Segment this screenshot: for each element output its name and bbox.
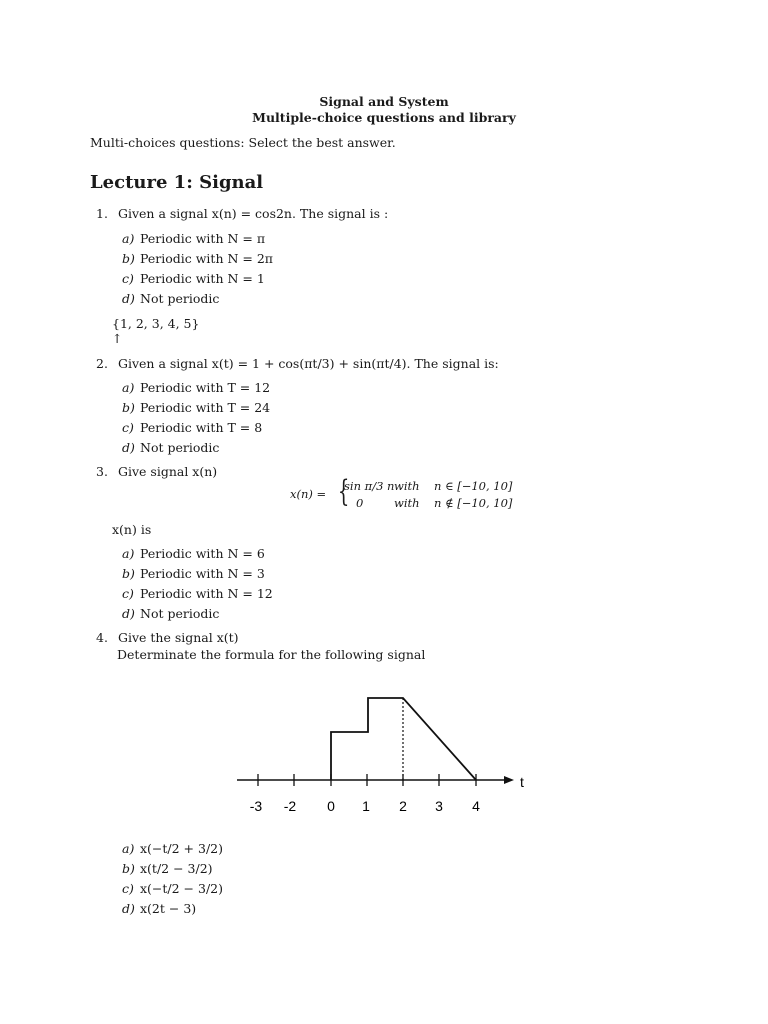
question-text: Given a signal x(t) = 1 + cos(πt/3) + sin(πt/4). The signal is: <box>117 356 499 371</box>
option-text: Periodic with N = 1 <box>140 271 265 286</box>
tick-label: -3 <box>249 798 263 814</box>
sequence-set: {1, 2, 3, 4, 5} <box>112 316 200 331</box>
option-letter: b) <box>122 861 135 876</box>
option-letter: d) <box>122 901 135 916</box>
option-text: Periodic with T = 12 <box>140 380 271 395</box>
axis-arrowhead <box>504 776 514 784</box>
axis-label: t <box>520 774 524 790</box>
tick-label: 1 <box>362 798 370 814</box>
option-letter: c) <box>122 586 134 601</box>
option-letter: b) <box>122 566 135 581</box>
origin-arrow: ↑ <box>112 331 123 346</box>
option-text: Periodic with T = 24 <box>140 400 271 415</box>
question-3-followup: x(n) is <box>112 522 152 537</box>
case-expression: 0 <box>356 496 364 510</box>
option-text: x(−t/2 + 3/2) <box>140 841 224 856</box>
section-heading: Lecture 1: Signal <box>90 172 264 193</box>
option-letter: a) <box>122 380 135 395</box>
option-text: x(−t/2 − 3/2) <box>140 881 224 896</box>
case-condition: n ∈ [−10, 10] <box>434 479 513 493</box>
option-letter: c) <box>122 881 134 896</box>
tick-label: 4 <box>472 798 480 814</box>
option-text: Not periodic <box>140 440 220 455</box>
option-text: x(2t − 3) <box>140 901 197 916</box>
question-number: 2. <box>96 356 108 371</box>
tick-label: 3 <box>435 798 443 814</box>
option-text: x(t/2 − 3/2) <box>140 861 213 876</box>
doc-subtitle: Multiple-choice questions and library <box>252 110 516 125</box>
option-letter: b) <box>122 400 135 415</box>
question-text: Given a signal x(n) = cos2n. The signal is : <box>117 206 389 221</box>
option-text: Periodic with N = 2π <box>140 251 273 266</box>
option-letter: b) <box>122 251 135 266</box>
case-with: with <box>394 479 420 493</box>
case-condition: n ∉ [−10, 10] <box>434 496 513 510</box>
option-letter: c) <box>122 420 134 435</box>
option-letter: d) <box>122 606 135 621</box>
option-4c[interactable] <box>122 881 223 896</box>
question-number: 4. <box>96 630 108 645</box>
question-text: Give signal x(n) <box>117 464 218 479</box>
doc-title: Signal and System <box>319 94 449 109</box>
option-letter: d) <box>122 440 135 455</box>
option-text: Periodic with N = 6 <box>140 546 265 561</box>
option-letter: c) <box>122 271 134 286</box>
option-text: Not periodic <box>140 606 220 621</box>
option-4d[interactable] <box>122 901 196 916</box>
tick-label: -2 <box>283 798 297 814</box>
case-with: with <box>394 496 420 510</box>
question-text: Give the signal x(t) <box>117 630 239 645</box>
question-number: 1. <box>96 206 108 221</box>
option-text: Periodic with N = 3 <box>140 566 265 581</box>
option-letter: a) <box>122 231 135 246</box>
option-letter: a) <box>122 841 135 856</box>
intro-text: Multi-choices questions: Select the best answer. <box>90 135 396 150</box>
case-expression: sin π/3 n <box>344 479 395 493</box>
option-text: Periodic with T = 8 <box>140 420 263 435</box>
question-number: 3. <box>96 464 108 479</box>
option-4b[interactable] <box>122 861 213 876</box>
option-4a[interactable] <box>122 841 223 856</box>
question-4-subtext: Determinate the formula for the following signal <box>117 647 426 662</box>
equation-lhs: x(n) = <box>290 487 327 501</box>
option-text: Not periodic <box>140 291 220 306</box>
tick-label: 0 <box>327 798 335 814</box>
option-text: Periodic with N = 12 <box>140 586 273 601</box>
option-letter: a) <box>122 546 135 561</box>
tick-label: 2 <box>399 798 407 814</box>
option-text: Periodic with N = π <box>140 231 266 246</box>
option-letter: d) <box>122 291 135 306</box>
left-brace: { <box>337 474 350 509</box>
